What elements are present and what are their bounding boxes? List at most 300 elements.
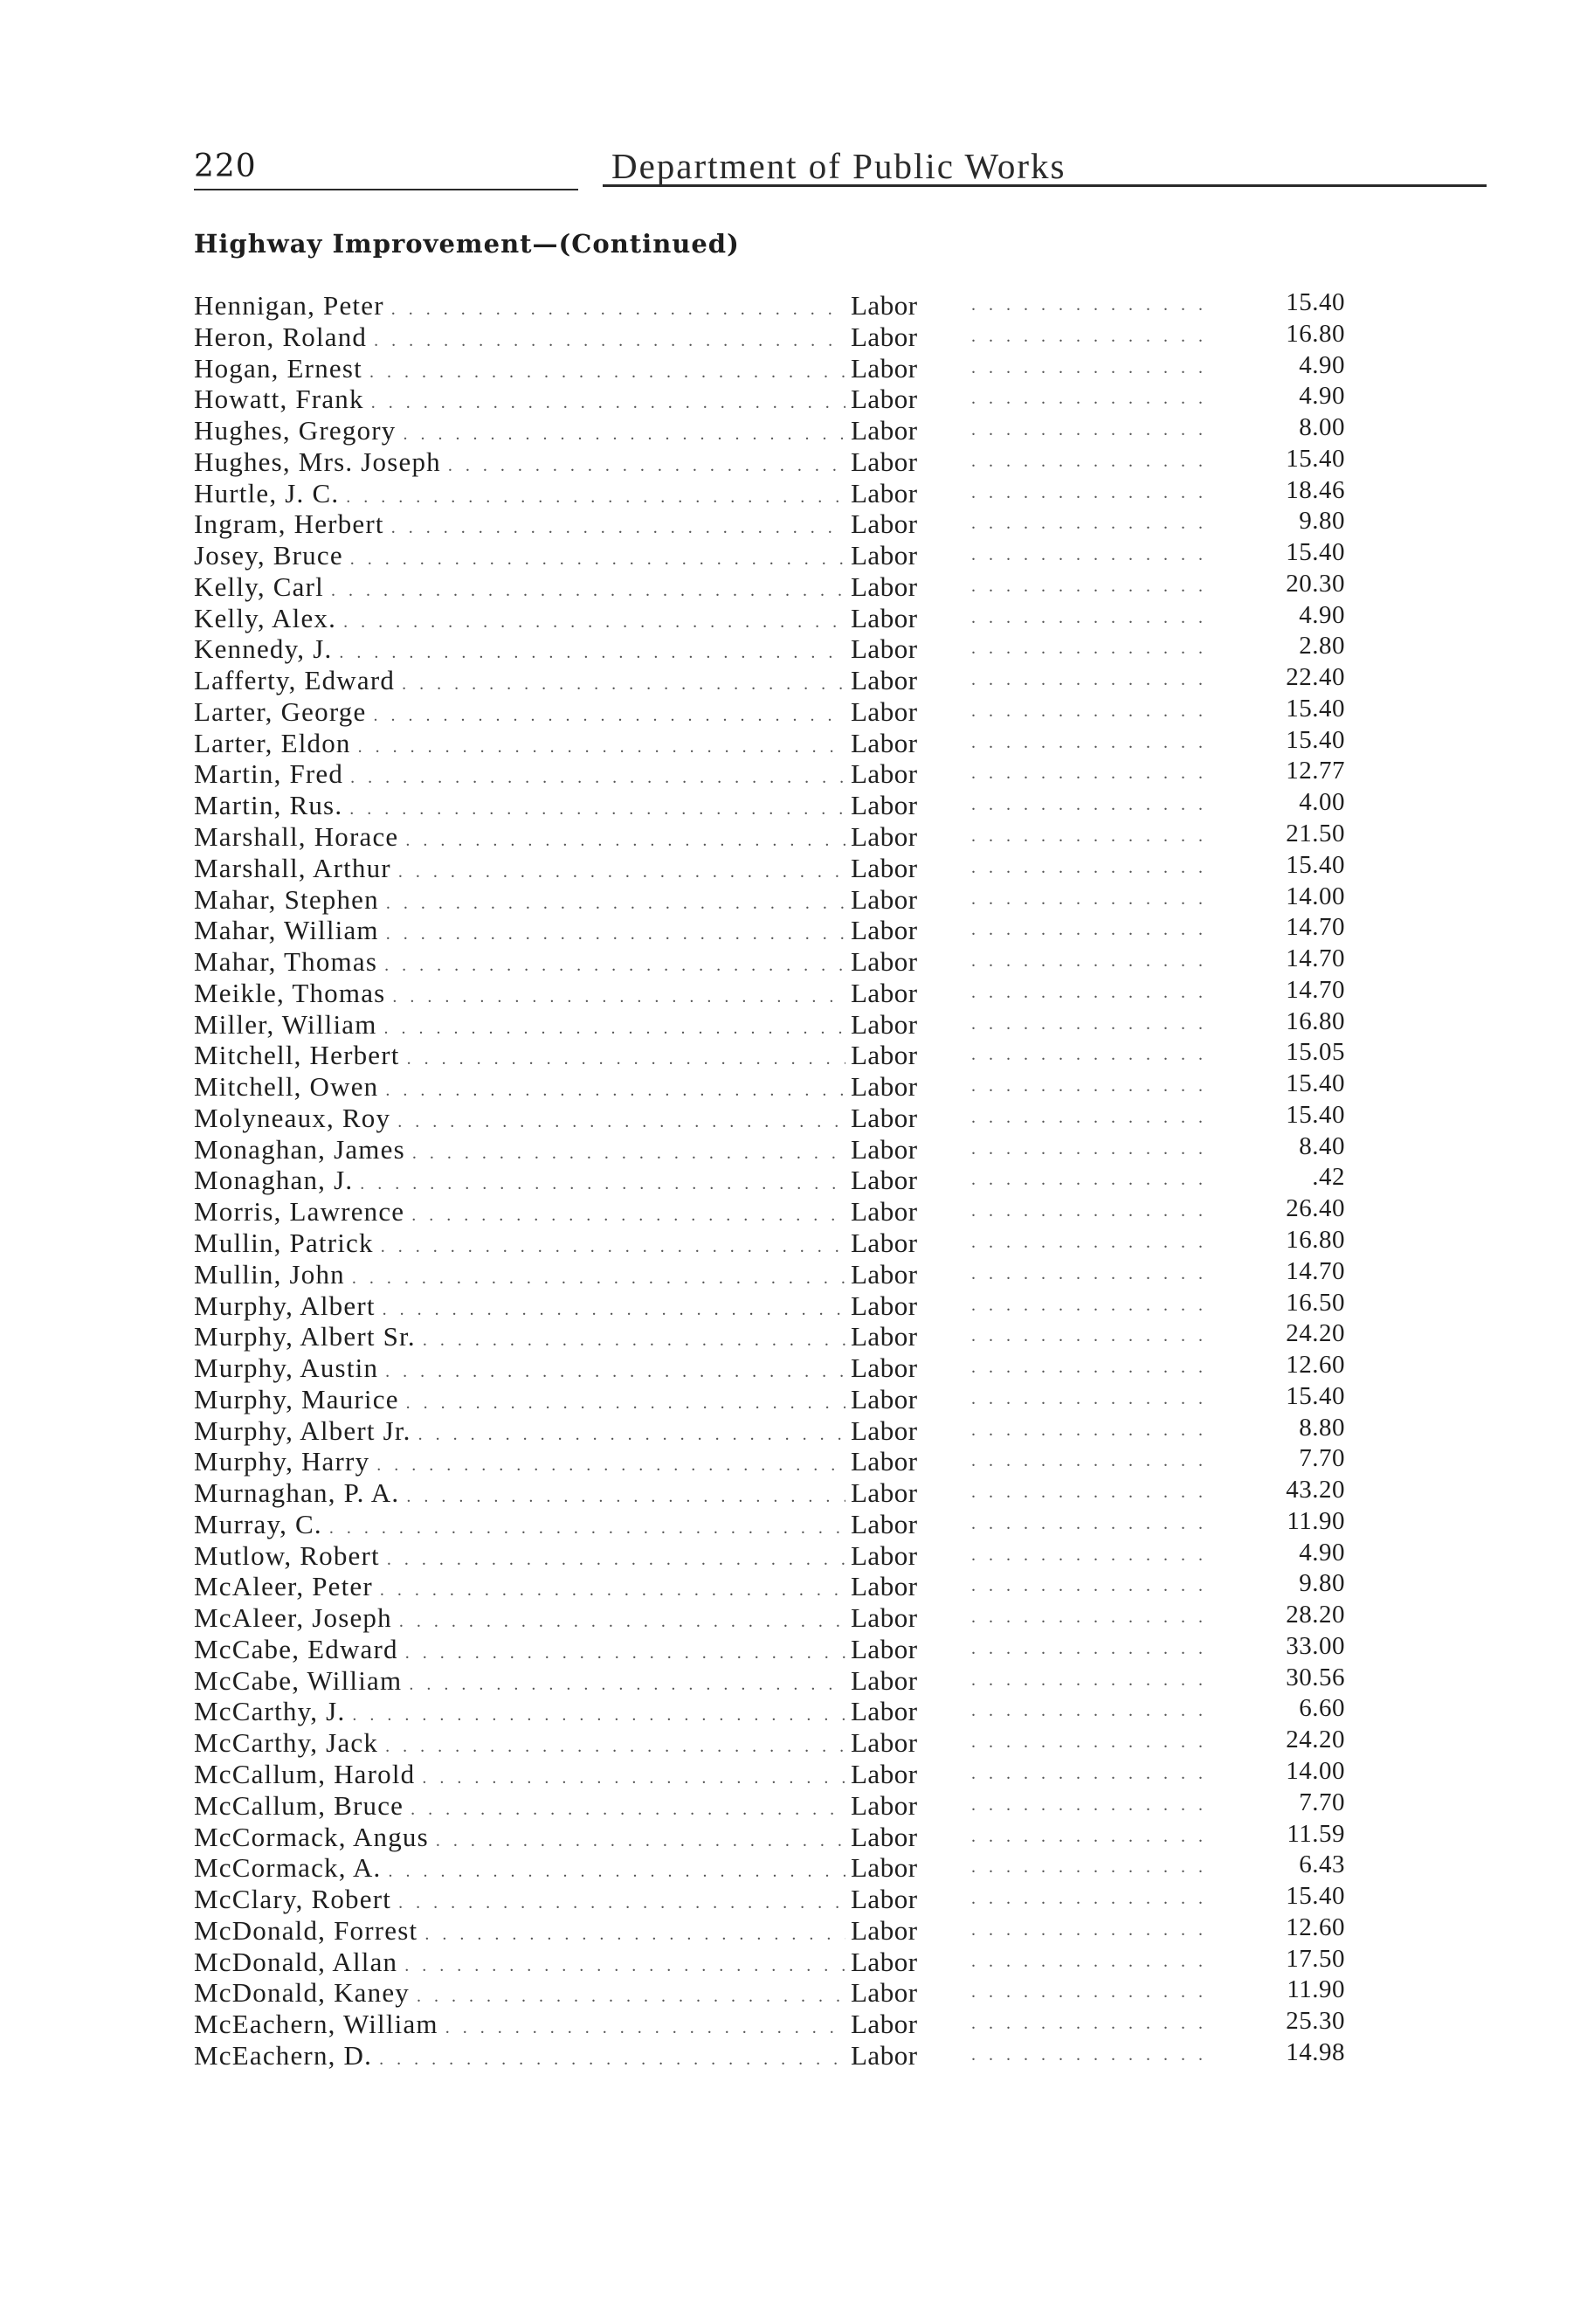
amount: 14.00 <box>1286 1756 1345 1785</box>
expense-type: Labor <box>851 1446 918 1477</box>
payee-name: Morris, Lawrence <box>194 1196 405 1228</box>
dot-leader <box>971 1977 1216 2009</box>
amount: 14.98 <box>1286 2037 1345 2066</box>
name-leader <box>194 758 845 794</box>
list-item <box>194 2009 1345 2040</box>
list-item <box>194 1321 1345 1352</box>
dot-leader <box>971 508 1216 540</box>
name-leader <box>194 1540 845 1576</box>
expense-type: Labor <box>851 352 918 384</box>
amount: 16.50 <box>1286 1288 1345 1317</box>
payee-name: Marshall, Arthur <box>194 852 391 883</box>
expense-type: Labor <box>851 1414 918 1446</box>
amount: 15.40 <box>1286 1381 1345 1410</box>
list-item <box>194 1790 1345 1822</box>
amount: 15.40 <box>1286 850 1345 879</box>
expense-type: Labor <box>851 1071 918 1103</box>
expense-type: Labor <box>851 477 918 508</box>
payee-name: Hogan, Ernest <box>194 352 362 384</box>
dot-leader <box>971 728 1216 759</box>
list-item <box>194 1696 1345 1727</box>
name-leader <box>194 384 845 419</box>
amount: 15.40 <box>1286 1069 1345 1098</box>
name-leader <box>194 571 845 607</box>
list-item <box>194 446 1345 478</box>
amount: .42 <box>1312 1163 1345 1192</box>
amount: 16.80 <box>1286 319 1345 348</box>
name-leader <box>194 1165 845 1200</box>
name-leader <box>194 508 845 544</box>
payee-name: Murphy, Albert <box>194 1290 376 1321</box>
list-item <box>194 1446 1345 1477</box>
list-item <box>194 1506 1345 1540</box>
payee-name: Murray, C. <box>194 1508 322 1539</box>
header-rule-right <box>603 184 1487 187</box>
dot-leader <box>971 1071 1216 1103</box>
dot-leader <box>971 1103 1216 1134</box>
name-leader <box>194 696 845 732</box>
payee-name: McAleer, Peter <box>194 1571 373 1602</box>
expense-type: Labor <box>851 790 918 821</box>
payee-name: Larter, Eldon <box>194 727 351 758</box>
amount: 11.59 <box>1287 1819 1345 1848</box>
list-item <box>194 1571 1345 1602</box>
dot-leader <box>971 446 1216 478</box>
expense-type: Labor <box>851 665 918 696</box>
dot-leader <box>971 353 1216 384</box>
payee-name: Murphy, Albert Sr. <box>194 1321 416 1352</box>
name-leader <box>194 2040 845 2076</box>
amount: 11.90 <box>1287 1506 1345 1535</box>
dot-leader <box>971 415 1216 446</box>
amount: 2.80 <box>1299 632 1345 661</box>
payee-name: Mitchell, Owen <box>194 1071 379 1103</box>
payee-name: McCabe, Edward <box>194 1633 398 1664</box>
dot-leader <box>971 1696 1216 1727</box>
name-leader <box>194 1134 845 1170</box>
amount: 18.46 <box>1286 475 1345 504</box>
dot-leader <box>971 1822 1216 1853</box>
amount: 17.50 <box>1286 1944 1345 1973</box>
expense-type: Labor <box>851 1196 918 1228</box>
dot-leader <box>971 1352 1216 1384</box>
list-item <box>194 915 1345 946</box>
expense-type: Labor <box>851 1571 918 1602</box>
amount: 20.30 <box>1286 569 1345 598</box>
payee-name: Marshall, Horace <box>194 821 399 853</box>
dot-leader <box>971 1602 1216 1634</box>
expense-type: Labor <box>851 1133 918 1165</box>
amount: 14.00 <box>1286 882 1345 910</box>
expense-type: Labor <box>851 1321 918 1352</box>
list-item <box>194 1381 1345 1415</box>
list-item <box>194 758 1345 790</box>
payee-name: McDonald, Forrest <box>194 1914 418 1946</box>
list-item <box>194 1225 1345 1259</box>
payee-name: Mitchell, Herbert <box>194 1040 400 1071</box>
payee-name: Murphy, Harry <box>194 1446 370 1477</box>
payee-name: Molyneaux, Roy <box>194 1102 391 1133</box>
list-item <box>194 850 1345 884</box>
payee-name: Mutlow, Robert <box>194 1539 380 1571</box>
name-leader <box>194 353 845 389</box>
list-item <box>194 1944 1345 1978</box>
name-leader <box>194 1822 845 1857</box>
name-leader <box>194 1384 845 1420</box>
expense-type: Labor <box>851 1664 918 1696</box>
dot-leader <box>971 633 1216 665</box>
name-leader <box>194 1696 845 1732</box>
amount: 43.20 <box>1286 1476 1345 1504</box>
name-leader <box>194 1665 845 1701</box>
dot-leader <box>971 1446 1216 1477</box>
amount: 6.43 <box>1299 1850 1345 1879</box>
amount: 26.40 <box>1286 1194 1345 1223</box>
name-leader <box>194 603 845 639</box>
amount: 15.40 <box>1286 444 1345 473</box>
name-leader <box>194 1446 845 1482</box>
amount: 16.80 <box>1286 1225 1345 1254</box>
amount: 4.90 <box>1299 1538 1345 1567</box>
expense-type: Labor <box>851 758 918 790</box>
payee-name: Mullin, Patrick <box>194 1227 374 1258</box>
expense-type: Labor <box>851 1508 918 1539</box>
dot-leader <box>971 384 1216 415</box>
payee-name: Hennigan, Peter <box>194 290 384 321</box>
dot-leader <box>971 571 1216 603</box>
expense-type: Labor <box>851 1352 918 1384</box>
expense-type: Labor <box>851 2039 918 2071</box>
payee-name: McDonald, Kaney <box>194 1977 410 2009</box>
payee-name: McCormack, A. <box>194 1852 382 1884</box>
dot-leader <box>971 853 1216 884</box>
running-title: Department of Public Works <box>611 146 1066 186</box>
dot-leader <box>971 1290 1216 1322</box>
dot-leader <box>971 322 1216 353</box>
amount: 24.20 <box>1286 1319 1345 1348</box>
expense-type: Labor <box>851 602 918 633</box>
list-item <box>194 1040 1345 1071</box>
amount: 4.90 <box>1299 350 1345 379</box>
dot-leader <box>971 1415 1216 1447</box>
expense-type: Labor <box>851 1789 918 1821</box>
payee-name: Murnaghan, P. A. <box>194 1477 400 1509</box>
expense-type: Labor <box>851 571 918 602</box>
amount: 4.90 <box>1299 382 1345 411</box>
payee-name: McCarthy, Jack <box>194 1727 379 1759</box>
name-leader <box>194 1228 845 1263</box>
list-item <box>194 1165 1345 1196</box>
expense-type: Labor <box>851 1165 918 1196</box>
dot-leader <box>971 1259 1216 1290</box>
payee-name: Monaghan, James <box>194 1133 405 1165</box>
list-item <box>194 1100 1345 1134</box>
name-leader <box>194 446 845 482</box>
expense-type: Labor <box>851 540 918 571</box>
dot-leader <box>971 758 1216 790</box>
expense-type: Labor <box>851 1852 918 1884</box>
list-item <box>194 1727 1345 1759</box>
name-leader <box>194 915 845 951</box>
name-leader <box>194 1040 845 1076</box>
expense-type: Labor <box>851 695 918 727</box>
name-leader <box>194 728 845 764</box>
amount: 9.80 <box>1299 507 1345 536</box>
dot-leader <box>971 1852 1216 1884</box>
dot-leader <box>971 1228 1216 1259</box>
expense-type: Labor <box>851 852 918 883</box>
dot-leader <box>971 1321 1216 1352</box>
list-item <box>194 821 1345 853</box>
dot-leader <box>971 1947 1216 1978</box>
dot-leader <box>971 1759 1216 1790</box>
payee-name: Ingram, Herbert <box>194 508 384 540</box>
payee-name: Mahar, William <box>194 915 379 946</box>
dot-leader <box>971 2040 1216 2072</box>
payee-name: McCormack, Angus <box>194 1821 429 1852</box>
list-item <box>194 384 1345 415</box>
list-item <box>194 1884 1345 1915</box>
amount: 8.40 <box>1299 1131 1345 1160</box>
payee-name: Meikle, Thomas <box>194 977 386 1008</box>
payee-name: Kelly, Alex. <box>194 602 337 633</box>
expense-type: Labor <box>851 321 918 352</box>
list-item <box>194 508 1345 540</box>
header-rule-left <box>194 189 578 190</box>
amount: 28.20 <box>1286 1601 1345 1629</box>
name-leader <box>194 1103 845 1138</box>
payee-name: McCallum, Bruce <box>194 1789 404 1821</box>
list-item <box>194 415 1345 446</box>
dot-leader <box>971 540 1216 571</box>
name-leader <box>194 1852 845 1888</box>
dot-leader <box>971 2009 1216 2040</box>
amount: 15.40 <box>1286 538 1345 567</box>
name-leader <box>194 1571 845 1607</box>
list-item <box>194 884 1345 916</box>
name-leader <box>194 978 845 1013</box>
list-item <box>194 1819 1345 1853</box>
amount: 14.70 <box>1286 1256 1345 1285</box>
list-item <box>194 665 1345 696</box>
name-leader <box>194 665 845 701</box>
expense-type: Labor <box>851 1727 918 1759</box>
amount: 15.40 <box>1286 694 1345 723</box>
name-leader <box>194 1884 845 1919</box>
expense-type: Labor <box>851 727 918 758</box>
dot-leader <box>971 821 1216 853</box>
payee-name: McAleer, Joseph <box>194 1602 392 1634</box>
list-item <box>194 1352 1345 1384</box>
payee-name: McClary, Robert <box>194 1884 392 1915</box>
amount: 14.70 <box>1286 975 1345 1004</box>
name-leader <box>194 1634 845 1670</box>
list-item <box>194 1852 1345 1884</box>
amount: 22.40 <box>1286 663 1345 692</box>
list-item <box>194 633 1345 665</box>
amount: 12.60 <box>1286 1351 1345 1380</box>
list-item <box>194 290 1345 322</box>
dot-leader <box>971 478 1216 509</box>
dot-leader <box>971 1134 1216 1165</box>
payee-name: Hughes, Mrs. Joseph <box>194 446 441 477</box>
name-leader <box>194 290 845 326</box>
dot-leader <box>971 1634 1216 1665</box>
amount: 6.60 <box>1299 1694 1345 1723</box>
dot-leader <box>971 915 1216 946</box>
name-leader <box>194 1790 845 1826</box>
amount: 14.70 <box>1286 944 1345 973</box>
list-item <box>194 475 1345 509</box>
list-item <box>194 1665 1345 1697</box>
payee-name: McEachern, D. <box>194 2039 373 2071</box>
name-leader <box>194 1947 845 1982</box>
amount: 4.00 <box>1299 788 1345 817</box>
expense-type: Labor <box>851 821 918 853</box>
list-item <box>194 1196 1345 1228</box>
list-item <box>194 1977 1345 2009</box>
payee-name: Hurtle, J. C. <box>194 477 340 508</box>
amount: 15.40 <box>1286 1882 1345 1911</box>
amount: 7.70 <box>1299 1788 1345 1816</box>
list-item <box>194 725 1345 759</box>
name-leader <box>194 1759 845 1795</box>
expense-type: Labor <box>851 446 918 477</box>
expense-type: Labor <box>851 1696 918 1727</box>
list-item <box>194 350 1345 384</box>
expense-type: Labor <box>851 946 918 978</box>
list-item <box>194 1756 1345 1790</box>
list-item <box>194 540 1345 571</box>
expense-type: Labor <box>851 1290 918 1321</box>
name-leader <box>194 884 845 920</box>
amount: 12.60 <box>1286 1912 1345 1941</box>
payee-name: Mahar, Thomas <box>194 946 378 978</box>
expense-type: Labor <box>851 1758 918 1789</box>
name-leader <box>194 1259 845 1295</box>
list-item <box>194 571 1345 603</box>
amount: 8.80 <box>1299 1413 1345 1442</box>
payee-name: Josey, Bruce <box>194 540 343 571</box>
payee-name: Murphy, Austin <box>194 1352 379 1384</box>
expense-type: Labor <box>851 415 918 446</box>
dot-leader <box>971 790 1216 821</box>
list-item <box>194 1912 1345 1947</box>
dot-leader <box>971 1040 1216 1071</box>
payee-name: McEachern, William <box>194 2009 438 2040</box>
expense-type: Labor <box>851 1040 918 1071</box>
list-item <box>194 1602 1345 1634</box>
name-leader <box>194 478 845 514</box>
name-leader <box>194 821 845 857</box>
name-leader <box>194 1727 845 1763</box>
dot-leader <box>971 978 1216 1009</box>
name-leader <box>194 1290 845 1326</box>
payee-name: Hughes, Gregory <box>194 415 397 446</box>
name-leader <box>194 1071 845 1107</box>
name-leader <box>194 1196 845 1232</box>
expense-type: Labor <box>851 290 918 321</box>
payee-name: Monaghan, J. <box>194 1165 354 1196</box>
amount: 15.40 <box>1286 288 1345 316</box>
amount: 16.80 <box>1286 1006 1345 1035</box>
list-item <box>194 1290 1345 1322</box>
name-leader <box>194 322 845 357</box>
dot-leader <box>971 1915 1216 1947</box>
expense-type: Labor <box>851 384 918 415</box>
expense-type: Labor <box>851 1102 918 1133</box>
expense-type: Labor <box>851 1227 918 1258</box>
name-leader <box>194 1602 845 1638</box>
expense-type: Labor <box>851 1946 918 1977</box>
expense-type: Labor <box>851 1821 918 1852</box>
amount: 7.70 <box>1299 1444 1345 1473</box>
expense-type: Labor <box>851 1884 918 1915</box>
amount: 8.00 <box>1299 413 1345 442</box>
expense-type: Labor <box>851 1008 918 1040</box>
list-item <box>194 1006 1345 1041</box>
expense-type: Labor <box>851 1914 918 1946</box>
payee-name: Howatt, Frank <box>194 384 364 415</box>
expense-type: Labor <box>851 1477 918 1509</box>
list-item <box>194 600 1345 634</box>
payee-name: Heron, Roland <box>194 321 368 352</box>
expense-type: Labor <box>851 1977 918 2009</box>
payee-name: Kelly, Carl <box>194 571 324 602</box>
name-leader <box>194 1415 845 1451</box>
section-heading: Highway Improvement—(Continued) <box>194 229 740 259</box>
expense-type: Labor <box>851 1383 918 1414</box>
expense-type: Labor <box>851 1258 918 1290</box>
list-item <box>194 1477 1345 1509</box>
amount: 15.40 <box>1286 725 1345 754</box>
list-item <box>194 1415 1345 1447</box>
expense-type: Labor <box>851 977 918 1008</box>
dot-leader <box>971 1790 1216 1822</box>
list-item <box>194 319 1345 353</box>
payee-name: Kennedy, J. <box>194 633 333 665</box>
payee-name: Murphy, Albert Jr. <box>194 1414 411 1446</box>
amount: 15.40 <box>1286 1100 1345 1129</box>
page-number: 220 <box>194 149 257 184</box>
dot-leader <box>971 884 1216 916</box>
list-item <box>194 1131 1345 1165</box>
name-leader <box>194 853 845 889</box>
dot-leader <box>971 1665 1216 1697</box>
list-item <box>194 1071 1345 1103</box>
list-item <box>194 1256 1345 1290</box>
name-leader <box>194 1477 845 1513</box>
name-leader <box>194 946 845 982</box>
list-item <box>194 975 1345 1009</box>
amount: 15.05 <box>1286 1038 1345 1067</box>
dot-leader <box>971 1165 1216 1196</box>
payee-name: Martin, Rus. <box>194 790 343 821</box>
payee-name: McCallum, Harold <box>194 1758 416 1789</box>
name-leader <box>194 633 845 669</box>
amount: 9.80 <box>1299 1569 1345 1598</box>
dot-leader <box>971 1571 1216 1602</box>
payee-name: McDonald, Allan <box>194 1946 398 1977</box>
payee-name: Lafferty, Edward <box>194 665 396 696</box>
expense-type: Labor <box>851 508 918 540</box>
amount: 11.90 <box>1287 1975 1345 2004</box>
list-item <box>194 696 1345 728</box>
dot-leader <box>971 603 1216 634</box>
name-leader <box>194 1977 845 2013</box>
expense-type: Labor <box>851 1633 918 1664</box>
name-leader <box>194 540 845 576</box>
